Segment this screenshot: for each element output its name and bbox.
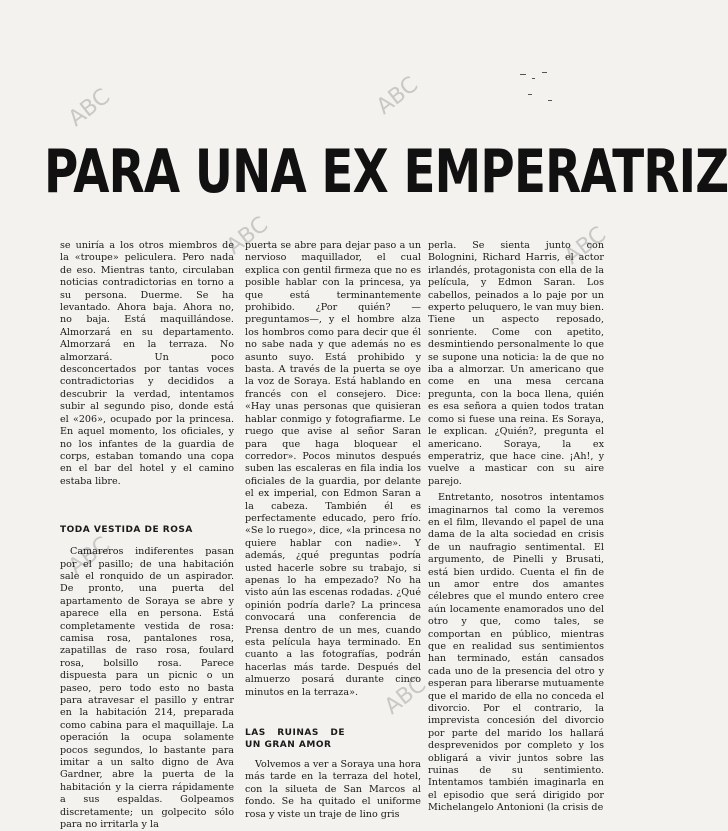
paragraph: puerta se abre para dejar paso a un nervioso maquillador, el cual explica con gentil firmeza que no es posible hablar con la princesa, ya que está terminantemente prohibido. ¿Por quién? —preguntamos—, y el hombre alza los hombros como para decir que él no sabe nada y que además no es asunto suyo. Está prohibido y basta. A través de la puerta se oye la voz de Soraya. Está hablando en francés con el consejero. Dice: «Hay unas personas que quisieran hablar conmigo y fotografiarme. Le ruego que avise al señor Saran para que haga bloquear el corredor». Pocos minutos después suben las escaleras en fila india los oficiales de la guardia, por delante el ex imperial, con Edmon Saran a la cabeza. También él es perfectamente educado, pero frío. «Se lo ruego», dice, «la princesa no quiere hablar con nadie». Y además, ¿qué preguntas podría usted hacerle sobre su trabajo, si apenas lo ha empezado? No ha visto aún las escenas rodadas. ¿Qué opinión podría darle? La princesa convocará una conferencia de Prensa dentro de un mes, cuando esta película haya terminado. En cuanto a las fotografías, podrán hacerlas más tarde. Después del almuerzo posará durante cinco minutos en la terraza». xyxy=(245,240,421,698)
article-column-1 xyxy=(60,240,234,831)
abc-watermark: ABC xyxy=(560,222,611,270)
article-column-3 xyxy=(428,240,604,815)
abc-watermark: ABC xyxy=(64,532,115,580)
paragraph: perla. Se sienta junto con Bolognini, Richard Harris, el actor irlandés, protagonista con ella de la película, y Edmon Saran. Los cabellos, peinados a lo paje por un experto peluquero, le van muy bien. Tiene un aspecto reposado, sonriente. Come con apetito, desmintiendo personalmente lo que se supone una noticia: la de que no iba a almorzar. Un americano que come en una mesa cercana pregunta, con la boca llena, quién es esa señora a quien todos tratan como si fuese una reina. Es Soraya, le explican. ¿Quién?, pregunta el americano. Soraya, la ex emperatriz, que hace cine. ¡Ah!, y vuelve a masticar con su aire parejo. xyxy=(428,240,604,487)
abc-watermark: ABC xyxy=(372,72,423,120)
headline: PARA UNA EX EMPERATRIZ xyxy=(44,137,728,207)
article-column-2 xyxy=(245,240,421,821)
paragraph: Volvemos a ver a Soraya una hora más tarde en la terraza del hotel, con la silueta de San Marcos al fondo. Se ha quitado el uniforme rosa y viste un traje de lino gris xyxy=(245,759,421,820)
paragraph: Camareros indiferentes pasan por el pasillo; de una habitación sale el ronquido de un aspirador. De pronto, una puerta del apartamento de Soraya se abre y aparece ella en persona. Está completamente vestida de rosa: camisa rosa, pantalones rosa, zapatillas de raso rosa, foulard rosa, bolsillo rosa. Parece dispuesta para un picnic o un paseo, pero todo esto no basta para atravesar el pasillo y entrar en la habitación 214, preparada como cabina para el maquillaje. La operación la ocupa solamente pocos segundos, lo bastante para imitar a un salto digno de Ava Gardner, abre la puerta de la habitación y la cierra rápidamente a sus espaldas. Golpeamos discretamente; un golpecito sólo para no irritarla y la xyxy=(60,546,234,831)
abc-watermark: ABC xyxy=(64,84,115,132)
scan-marks xyxy=(520,60,560,120)
abc-watermark: ABC xyxy=(380,672,431,720)
subheading: TODA VESTIDA DE ROSA xyxy=(60,525,193,536)
paragraph: Entretanto, nosotros intentamos imaginarnos tal como la veremos en el film, llevando el papel de una dama de la alta sociedad en crisis de un naufragio sentimental. El argumento, de Pinelli y Brusati, está bien urdido. Cuenta el fin de un amor entre dos amantes célebres que el mundo entero cree aún locamente enamorados uno del otro y que, como tales, se comportan en público, mientras que en realidad sus sentimientos han terminado, están cansados cada uno de la presencia del otro y esperan para liberarse mutuamente que el marido de ella no conceda el divorcio. Por el contrario, la imprevista concesión del divorcio por parte del marido los hallará desprevenidos por completo y los obligará a vivir juntos sobre las ruinas de su sentimiento. Intentamos también imaginarla en el episodio que será dirigido por Michelangelo Antonioni (la crisis de xyxy=(428,492,604,814)
subheading: LAS RUINAS DE UN GRAN AMOR xyxy=(245,728,345,751)
abc-watermark: ABC xyxy=(222,212,273,260)
paragraph: se uniría a los otros miembros de la «troupe» peliculera. Pero nada de eso. Mientras tanto, circulaban noticias contradictorias en torno a su persona. Duerme. Se ha levantado. Ahora baja. Ahora no, no baja. Está maquillándose. Almorzará en su departamento. Almorzará en la terraza. No almorzará. Un poco desconcertados por tantas voces contradictorias y decididos a descubrir la verdad, intentamos subir al segundo piso, donde está el «206», ocupado por la princesa. En aquel momento, los oficiales, y no los infantes de la guardia de corps, estaban tomando una copa en el bar del hotel y el camino estaba libre. xyxy=(60,240,234,487)
